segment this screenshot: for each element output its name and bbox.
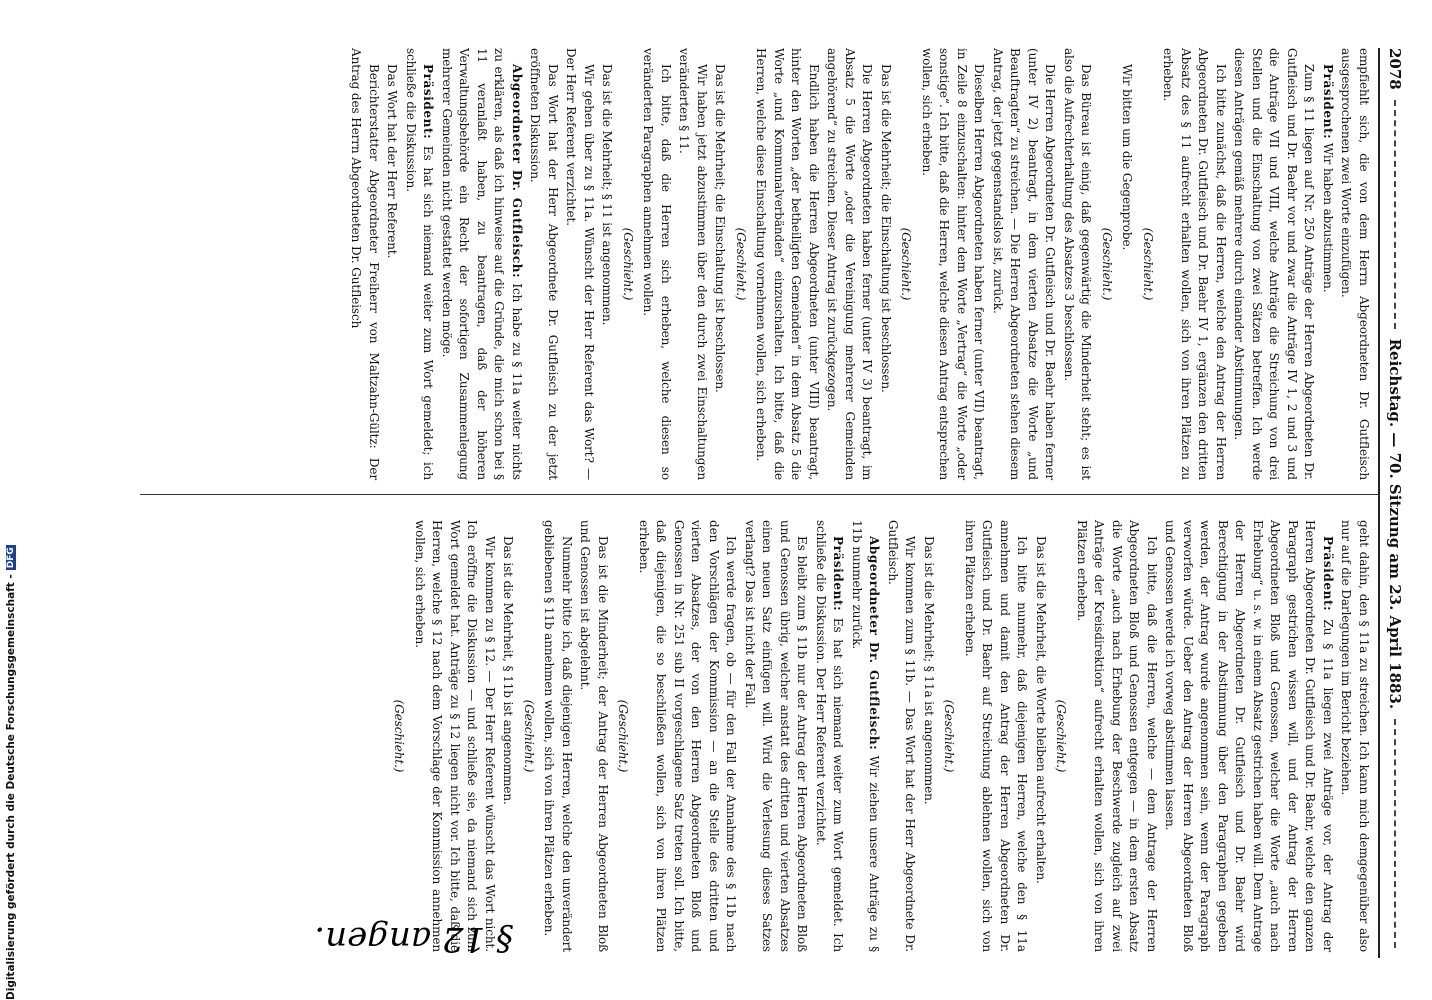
paragraph (961, 520, 1031, 952)
header-rule (1394, 719, 1396, 948)
paragraph-text: Das ist die Mehrheit, § 11b ist angenommen. (501, 536, 516, 805)
paragraph-text: Ich bitte, daß die Herren, welche — dem Antrage der Herren Abgeordneten Bloß und Genossen entgegen — in dem ersten Absatz die Worte „auch nach Erhebung der Beschwerde zugleich auf zwei Anträge der Kreisdirektion“ aufrecht erhalten wollen, sich von ihren Plätzen erheben. (1075, 520, 1159, 952)
paragraph-text: Die Herren Abgeordneten haben ferner (unter IV 3) beantragt, im Absatz 5 die Worte „oder die Vereinigung mehrerer Gemeinden angehörend“ zu streichen. Dieser Antrag ist zurückgezogen. (825, 48, 875, 480)
paragraph (920, 520, 938, 952)
stage-direction: (Geschieht.) (1054, 699, 1069, 773)
paragraph (402, 48, 437, 480)
paragraph (1032, 520, 1050, 952)
paragraph (812, 520, 847, 952)
paragraph (1337, 520, 1372, 952)
paragraph (383, 48, 401, 480)
paragraph-text: Endlich haben die Herren Abgeordneten (unter VIII) beantragt, hinter den Worten „der betheiligten Gemeinden“ in dem Absatz 5 die Worte „und Kommunalverbänden“ einzuschalten. Ich bitte, daß die Herren, welche diese Einschaltung vornehmen wollen, sich erheben. (754, 48, 821, 480)
paragraph (848, 520, 883, 952)
paragraph-text: Das Wort hat der Herr Referent. (385, 64, 400, 259)
paragraph (438, 48, 526, 480)
paragraph (741, 520, 811, 952)
digitization-footer (2, 547, 20, 1000)
stage-direction: (Geschieht.) (522, 699, 536, 773)
paragraph-text: Das ist die Mehrheit; die Einschaltung ist beschlossen. (713, 64, 728, 393)
paragraph-text: Wir gehen über zu § 11a. Wünscht der Herr Referent das Wort? — Der Herr Referent verzichtet. (564, 48, 596, 480)
paragraph (989, 48, 1059, 480)
paragraph-text: Wir haben jetzt abzustimmen über den durch zwei Einschaltungen veränderten § 11. (677, 48, 709, 480)
left-column (346, 48, 1372, 480)
paragraph (711, 48, 729, 480)
speaker-name: Präsident: (421, 64, 436, 140)
paragraph (1073, 520, 1161, 952)
paragraph-text: Das ist die Minderheit; der Antrag der Herren Abgeordneten Bloß und Genossen ist abgelehnt. (578, 520, 610, 952)
paragraph-text: Nunmehr bitte ich, daß diejenigen Herren, welche den unverändert gebliebenen § 11b annehmen wollen, sich von ihren Plätzen erheben. (542, 520, 574, 952)
paragraph (918, 48, 988, 480)
paragraph (877, 48, 895, 480)
paragraph (347, 48, 382, 480)
paragraph (1319, 48, 1337, 480)
paragraph (562, 48, 597, 480)
paragraph-text: Ich bitte zunächst, daß die Herren, welche den Antrag der Herren Abgeordneten Dr. Gutfleisch und Dr. Baehr IV 1, ergänzen den dritten Absatz des § 11 aufrecht erhalten wollen, sich von ihren Plätzen zu erheben. (1161, 48, 1228, 480)
paragraph (499, 520, 517, 952)
footer-text: Digitalisierung gefördert durch die Deutsche Forschungsgemeinschaft - (5, 574, 17, 1000)
paragraph (1230, 48, 1318, 480)
paragraph-text: Ich bitte nunmehr, daß diejenigen Herren, welche den § 11a annehmen und damit den Antrag der Herren Abgeordneten Dr. Gutfleisch und Dr. Baehr auf Streichung ablehnen wollen, sich von ihren Plätzen erheben. (963, 520, 1030, 952)
paragraph (1118, 48, 1136, 480)
stage-direction: (Geschieht.) (942, 699, 957, 773)
paragraph-text: Wir bitten um die Gegenprobe. (1120, 64, 1135, 251)
paragraph-text: Das Büreau ist einig, daß gegenwärtig die Minderheit steht; es ist also die Aufrechterhaltung des Absatzes 3 beschlossen. (1062, 48, 1094, 480)
right-column (387, 520, 1372, 952)
stage-direction: (Geschieht.) (392, 699, 407, 773)
page-number: 2078 (1386, 48, 1404, 90)
paragraph-text: Die Herren Abgeordneten Dr. Gutfleisch und Dr. Baehr haben ferner (unter IV 2) beantragt, in dem vierten Absatze die Worte „und Beauftragten“ zu streichen. — Die Herren Abgeordneten stehen diesem Antrag, der jetzt gegenstandslos ist, zurück. (991, 48, 1058, 480)
paragraph-text: Ich habe zu § 11a weiter nichts zu erklären, als daß ich hinweise auf die Gründe, die mich schon bei § 11 veranlaßt haben, zu beantragen, daß der höheren Verwaltungsbehörde ein Recht der sofortigen Zusammenlegung mehrerer Gemeinden nicht gestattet werden möge. (440, 48, 524, 480)
paragraph (411, 520, 499, 952)
paragraph (823, 48, 876, 480)
paragraph-text: empfiehlt sich, die von dem Herrn Abgeordneten Dr. Gutfleisch ausgesprochenen zwei Worte einzufügen. (1339, 48, 1371, 480)
paragraph (635, 520, 740, 952)
paragraph-text: Zum § 11 liegen auf Nr. 250 Anträge der Herren Abgeordneten Dr. Gutfleisch und Dr. Baehr vor und zwar die Anträge IV 1, 2 und 3 und die Anträge VII und VIII, welche Anträge die Streichung von drei Stellen und die Einschaltung von zwei Sätzen betreffen. Ich werde diesen Anträgen gemäß mehrere durch einander Abstimmungen. (1232, 48, 1317, 480)
paragraph-text: Wir kommen zu § 12. — Der Herr Referent wünscht das Wort nicht. Ich eröffne die Diskussion — und schließe sie, da niemand sich zum Wort gemeldet hat. Anträge zu § 12 liegen nicht vor. Ich bitte, daß die Herren, welche § 12 nach dem Vorschlage der Kommission annehmen wollen, sich erheben. (413, 520, 497, 952)
paragraph-text: Das Wort hat der Herr Abgeordnete Dr. Gutfleisch zu der jetzt eröffneten Diskussion. (528, 48, 560, 480)
handwritten-annotation (314, 910, 515, 970)
paragraph-text: Dieselben Herren Abgeordneten haben ferner (unter VII) beantragt, in Zeile 8 einzuschalten: hinter dem Worte „Vertrag“ die Worte „oder sonstige“. Ich bitte, daß die Herren, welche diesen Antrag entsprechen wollen, sich erheben. (920, 48, 987, 480)
paragraph (598, 48, 616, 480)
paragraph-text: Das ist die Mehrheit; § 11a ist angenommen. (922, 536, 936, 805)
paragraph (884, 520, 919, 952)
speaker-name: Abgeordneter Dr. Gutfleisch: (510, 64, 524, 279)
paragraph (1060, 48, 1095, 480)
speaker-name: Präsident: (1321, 536, 1335, 612)
page-header (1378, 48, 1410, 958)
speaker-name: Abgeordneter Dr. Gutfleisch: (867, 536, 882, 751)
paragraph (1159, 48, 1229, 480)
paragraph-text: Das ist die Mehrheit; die Einschaltung ist beschlossen. (879, 64, 893, 393)
paragraph-text: Das ist die Mehrheit; § 11 ist angenommen. (600, 64, 615, 326)
paragraph-text: Ich werde fragen, ob — für den Fall der Annahme des § 11b nach den Vorschlägen der Kommission — an die Stelle des dritten und vierten Absatzes, der von den Herren Abgeordneten Bloß und Genossen in Nr. 251 sub II vorgeschlagene Satz treten soll. Ich bitte, daß diejenigen, die so beschließen wollen, sich von ihren Plätzen erheben. (637, 520, 739, 952)
speaker-name: Präsident: (831, 536, 846, 612)
paragraph (639, 48, 674, 480)
paragraph-text: Wir haben abzustimmen. (1321, 142, 1335, 293)
paragraph-text: Wir ziehen unsere Anträge zu § 11b nunmehr zurück. (850, 520, 882, 952)
stage-direction: (Geschieht.) (621, 227, 635, 301)
paragraph-text: geht dahin, den § 11a zu streichen. Ich kann mich demgegenüber also nur auf die Darlegungen im Bericht beziehen. (1339, 520, 1371, 952)
paragraph-text: Es hat sich niemand weiter zum Wort gemeldet. Ich schließe die Diskussion. Der Herr Referent verzichtet. (814, 520, 846, 952)
paragraph (752, 48, 822, 480)
header-rule (1394, 100, 1396, 329)
paragraph (1337, 48, 1372, 480)
paragraph (675, 48, 710, 480)
paragraph (576, 520, 611, 952)
paragraph (540, 520, 575, 952)
stage-direction: (Geschieht.) (616, 699, 631, 773)
stage-direction: (Geschieht.) (734, 227, 748, 301)
document-page (130, 0, 1420, 1000)
speaker-name: Präsident: (1321, 64, 1335, 140)
paragraph-text: Zu § 11a liegen zwei Anträge vor, der Antrag der Herren Abgeordneten Dr. Gutfleisch und Dr. Baehr, welche den ganzen Paragraph gestrichen wissen will, und der Antrag der Herren Abgeordneten Bloß und Genossen, welcher die Worte „auch nach Erhebung“ u. s. w. in einem Absatz gestrichen haben will. Dem Antrage der Herren Abgeordneten Dr. Gutfleisch und Dr. Baehr wird Berechtigung in der Abstimmung über den Paragraphen gegeben werden, der Antrag wurde angenommen sein, wenn der Paragraph verworfen würde. Ueber den Antrag der Herren Abgeordneten Bloß und Genossen werde ich vorweg abstimmen lassen. (1163, 520, 1335, 952)
page-title: Reichstag. — 70. Sitzung am 23. April 1883. (1386, 338, 1404, 710)
stage-direction: (Geschieht.) (1141, 227, 1155, 301)
paragraph-text: Es bleibt zum § 11b nur der Antrag der Herren Abgeordneten Bloß und Genossen übrig, welcher anstatt des dritten und vierten Absatzes einen neuen Satz einfügen will. Wird die Verlesung dieses Satzes verlangt? Das ist nicht der Fall. (743, 520, 810, 952)
paragraph-text: Berichterstatter Abgeordneter Freiherr von Maltzahn-Gültz: Der Antrag des Herrn Abgeordneten Dr. Gutfleisch (349, 48, 381, 480)
paragraph-text: Ich bitte, daß die Herren sich erheben, welche diesen so veränderten Paragraphen annehmen wollen. (641, 48, 673, 480)
paragraph-text: Das ist die Mehrheit, die Worte bleiben aufrecht erhalten. (1034, 536, 1048, 884)
handwritten-note: § 12 angen. (314, 919, 513, 959)
dfg-logo: DFG (6, 547, 16, 569)
stage-direction: (Geschieht.) (1100, 227, 1114, 301)
paragraph (526, 48, 561, 480)
stage-direction: (Geschieht.) (899, 227, 914, 301)
paragraph (1161, 520, 1336, 952)
paragraph-text: Es hat sich niemand weiter zum Wort gemeldet; ich schließe die Diskussion. (404, 48, 436, 480)
paragraph-text: Wir kommen zum § 11b. — Das Wort hat der Herr Abgeordnete Dr. Gutfleisch. (886, 520, 918, 952)
column-divider (140, 494, 1380, 495)
